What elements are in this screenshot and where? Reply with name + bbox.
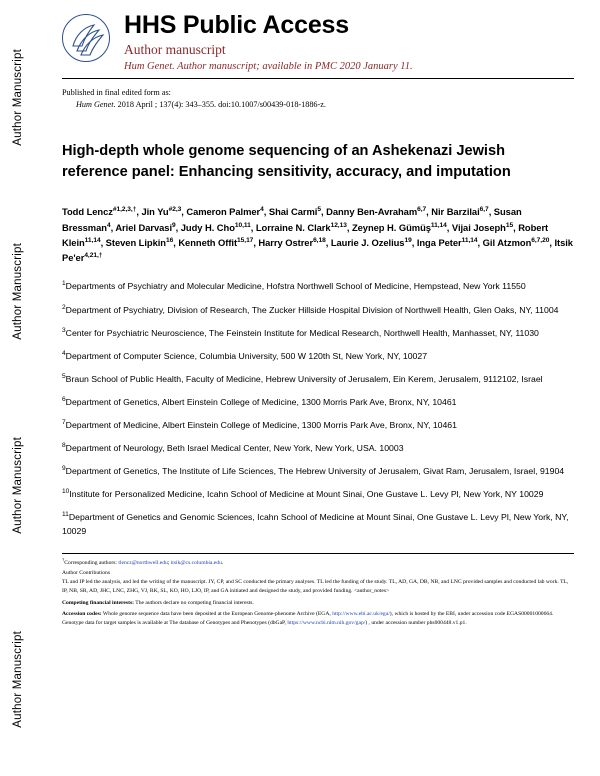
author-contributions-text: TL and IP led the analysis, and led the writing of the manuscript. JY, CP, and SC conducted the primary analyses. TL led the funding of the study. TL, AD, GA, DB, NB, and LNC provided samples and conducted lab work. TL, IP, NB, SR, AD, JHC, LNC, ZHG, VJ, RK, SL, KO, HO, LJO, IP, and GA initiated and designed the study, and provided funding. <author_notes> bbox=[62, 579, 569, 594]
corresponding-suffix: . bbox=[221, 559, 224, 566]
competing-label: Competing financial interests: bbox=[62, 599, 134, 606]
accession-text-2: ), which is hosted by the EBI, under accession code EGAS00001000664. Genotype data for target samples is available at The database of Genotypes and Phenotypes (dbGaP, bbox=[62, 611, 554, 626]
affiliation-text: Department of Computer Science, Columbia University, 500 W 120th St, New York, NY, 10027 bbox=[65, 350, 428, 361]
affiliation-marker: 8 bbox=[62, 442, 66, 450]
footnote-corresponding bbox=[62, 556, 574, 567]
affiliation-text: Department of Neurology, Beth Israel Medical Center, New York, New York, USA. 10003 bbox=[65, 443, 404, 454]
sidebar-slot bbox=[12, 194, 24, 388]
sidebar-label: Author Manuscript bbox=[12, 436, 24, 534]
corresponding-prefix: Corresponding authors: bbox=[64, 559, 119, 566]
footnote-competing-interests bbox=[62, 599, 574, 607]
document-page bbox=[36, 0, 600, 776]
sidebar-slot bbox=[12, 388, 24, 582]
affiliation-marker: 11 bbox=[62, 511, 69, 519]
affiliation-marker: 4 bbox=[62, 349, 66, 357]
masthead-journal-line: Hum Genet. Author manuscript; available in PMC 2020 January 11. bbox=[124, 61, 413, 73]
author-list: Todd Lencz$^{\#1,2,3,\dagger}$, Jin Yu$^{\#2,3}$, Cameron Palmer$^4$, Shai Carmi$^5$, Danny Ben-Avraham$^{6,7}$, Nir Barzilai$^{6,7}$, Susan Bressman$^4$, Ariel Darvasi$^9$, Judy H. Cho$^{10,11}$, Lorraine N. Clark$^{12,13}$, Zeynep H. Gümüş$^{11,14}$, Vijai Joseph$^{15}$, Robert Klein$^{11,14}$, Steven Lipkin$^{16}$, Kenneth Offit$^{15,17}$, Harry Ostrer$^{6,18}$, Laurie J. Ozelius$^{19}$, Inga Peter$^{11,14}$, Gil Atzmon$^{6,7,20}$, Itsik $Pe'er^{4,21,\dagger}$ bbox=[62, 206, 573, 264]
affiliation-item bbox=[62, 464, 574, 478]
footnote-marker: † bbox=[62, 556, 65, 562]
affiliation-text: Department of Genetics and Genomic Sciences, Icahn School of Medicine at Mount Sinai, One Gustave L. Levy Pl, New York, NY, 10029 bbox=[62, 512, 569, 537]
accession-label: Accession codes: bbox=[62, 611, 102, 618]
masthead-subtitle: Author manuscript bbox=[124, 42, 226, 58]
accession-text-3: ) , under accession number phs000448.v1.p1. bbox=[365, 619, 467, 626]
affiliation-text: Department of Genetics, The Institute of Life Sciences, The Hebrew University of Jerusalem, Givat Ram, Jerusalem, Israel, 91904 bbox=[65, 466, 565, 477]
affiliation-item bbox=[62, 349, 574, 363]
affiliation-item bbox=[62, 326, 574, 340]
sidebar-label: Author Manuscript bbox=[12, 630, 24, 728]
affiliation-marker: 10 bbox=[62, 488, 70, 496]
affiliation-text: Braun School of Public Health, Faculty of Medicine, Hebrew University of Jerusalem, Ein Kerem, Jerusalem, 9112102, Israel bbox=[65, 373, 543, 384]
affiliation-item bbox=[62, 303, 574, 317]
dbgap-link[interactable]: https://www.ncbi.nlm.nih.gov/gap/ bbox=[287, 619, 366, 626]
accession-text-1: Whole genome sequence data have been deposited at the European Genome-phenome Archive (EGA, bbox=[101, 611, 333, 618]
corresponding-email-2-link[interactable]: itsik@cs.columbia.edu bbox=[170, 559, 222, 566]
sidebar-slot bbox=[12, 582, 24, 776]
author-contributions-heading: Author Contributions bbox=[62, 569, 111, 576]
affiliation-item bbox=[62, 372, 574, 386]
affiliation-marker: 1 bbox=[62, 280, 66, 288]
sidebar-label: Author Manuscript bbox=[12, 242, 24, 340]
sidebar-label: Author Manuscript bbox=[12, 48, 24, 146]
competing-text: The authors declare no competing financial interests. bbox=[134, 599, 254, 606]
affiliation-item bbox=[62, 395, 574, 409]
footnotes-block bbox=[62, 553, 574, 628]
masthead bbox=[62, 10, 574, 79]
citation-block bbox=[62, 87, 574, 111]
citation-line-2 bbox=[76, 99, 574, 111]
affiliation-marker: 3 bbox=[62, 326, 66, 334]
sidebar-slot bbox=[12, 0, 24, 194]
affiliation-text: Institute for Personalized Medicine, Icahn School of Medicine at Mount Sinai, One Gustave L. Levy Pl, New York, NY 10029 bbox=[69, 489, 544, 500]
affiliation-text: Department of Psychiatry, Division of Research, The Zucker Hillside Hospital Division of Northwell Health, Glen Oaks, NY, 11004 bbox=[65, 304, 559, 315]
page-title: High-depth whole genome sequencing of an Ashekenazi Jewish reference panel: Enhancing sensitivity, accuracy, and imputation bbox=[62, 143, 511, 180]
citation-rest: . 2018 April ; 137(4): 343–355. doi:10.1007/s00439-018-1886-z. bbox=[113, 100, 326, 110]
affiliation-marker: 7 bbox=[62, 419, 66, 427]
masthead-text bbox=[124, 10, 413, 72]
affiliations-list bbox=[62, 279, 574, 538]
corresponding-email-1-link[interactable]: tlencz@northwell.edu bbox=[118, 559, 168, 566]
corresponding-separator: ; bbox=[167, 559, 171, 566]
affiliation-text: Department of Medicine, Albert Einstein College of Medicine, 1300 Morris Park Ave, Bronx, NY, 10461 bbox=[65, 419, 457, 430]
affiliation-text: Departments of Psychiatry and Molecular Medicine, Hofstra Northwell School of Medicine, Hempstead, New York 11550 bbox=[65, 281, 526, 292]
affiliation-text: Center for Psychiatric Neuroscience, The Feinstein Institute for Medical Research, Northwell Health, Manhasset, NY, 11030 bbox=[65, 327, 539, 338]
hhs-title: HHS Public Access bbox=[124, 11, 349, 39]
hhs-seal-icon bbox=[62, 14, 110, 62]
affiliation-item bbox=[62, 279, 574, 293]
affiliation-item bbox=[62, 487, 574, 501]
affiliation-item bbox=[62, 441, 574, 455]
citation-line-1: Published in final edited form as: bbox=[62, 88, 171, 98]
affiliation-item bbox=[62, 510, 574, 538]
author-manuscript-sidebar bbox=[0, 0, 36, 776]
footnote-accession-codes bbox=[62, 610, 574, 627]
affiliation-text: Department of Genetics, Albert Einstein College of Medicine, 1300 Morris Park Ave, Bronx, NY, 10461 bbox=[65, 396, 457, 407]
ega-link[interactable]: http://www.ebi.ac.uk/ega/ bbox=[332, 611, 390, 618]
affiliation-marker: 2 bbox=[62, 303, 66, 311]
affiliation-marker: 9 bbox=[62, 465, 66, 473]
affiliation-item bbox=[62, 418, 574, 432]
affiliation-marker: 5 bbox=[62, 372, 66, 380]
citation-journal: Hum Genet bbox=[76, 100, 114, 110]
affiliation-marker: 6 bbox=[62, 395, 66, 403]
